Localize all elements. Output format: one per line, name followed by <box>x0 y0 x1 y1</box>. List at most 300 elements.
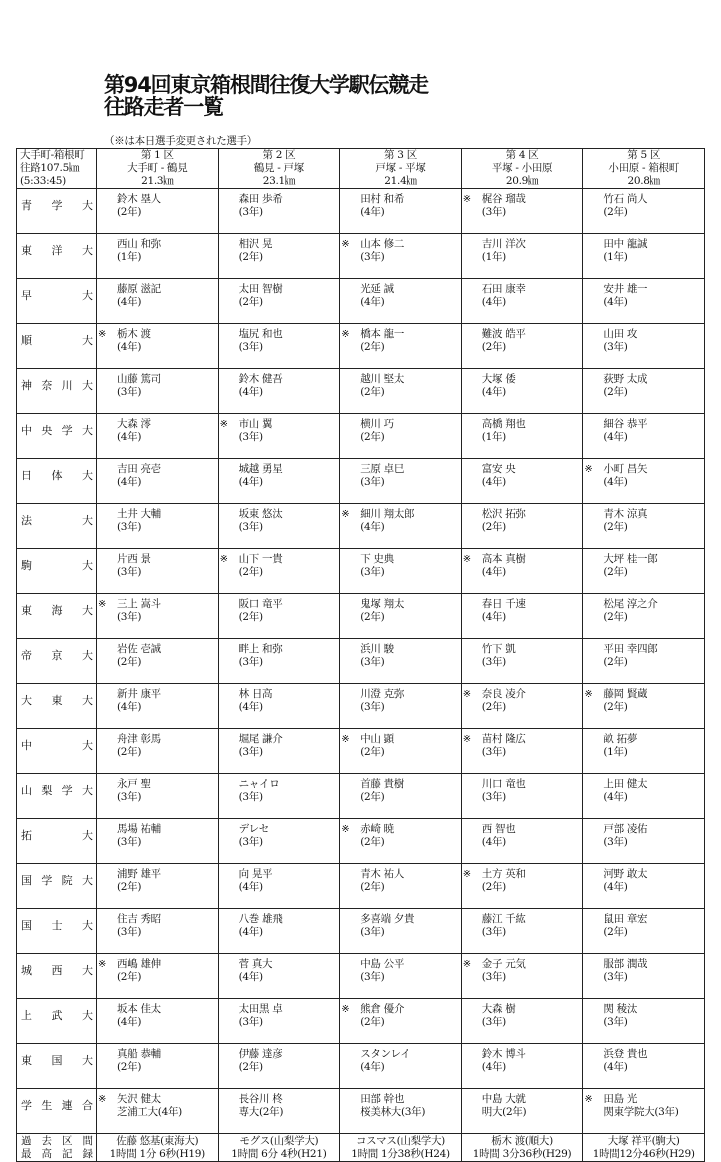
runner-name: 金子 元気 <box>481 958 526 970</box>
team-name-char: 区 <box>62 1135 73 1147</box>
runner-grade: (2年) <box>603 566 628 578</box>
runner-cell-leg-2 <box>218 864 340 909</box>
runner-grade: (2年) <box>360 1016 385 1028</box>
runner-name: 川澄 克弥 <box>360 688 405 700</box>
team-name-cell <box>17 369 97 414</box>
runner-name: 永戸 聖 <box>117 778 151 790</box>
runner-cell-leg-3 <box>340 864 462 909</box>
runner-grade: (3年) <box>117 521 142 533</box>
runner-entry <box>219 954 340 984</box>
team-row <box>17 729 705 774</box>
team-name-char: 奈 <box>41 379 53 392</box>
team-name-char: 録 <box>82 1148 93 1160</box>
runner-name: 横川 巧 <box>360 418 394 430</box>
runner-cell-leg-2 <box>218 684 340 729</box>
runner-name: 西嶋 雄伸 <box>117 958 161 970</box>
runner-cell-leg-2 <box>218 774 340 819</box>
runner-name: 馬場 祐輔 <box>117 823 161 835</box>
runner-entry <box>97 1089 218 1119</box>
runner-entry <box>583 639 704 669</box>
record-time: 1時間 3分36秒(H29) <box>472 1148 572 1160</box>
team-row <box>17 774 705 819</box>
runner-cell-leg-1 <box>97 369 219 414</box>
team-name-cell <box>17 909 97 954</box>
runner-cell-leg-1 <box>97 594 219 639</box>
runner-cell-leg-1 <box>97 954 219 999</box>
runner-name: 長谷川 柊 <box>238 1093 283 1105</box>
runner-name: 高橋 翔也 <box>481 418 526 430</box>
runner-cell-leg-3 <box>340 459 462 504</box>
team-name-char: 大 <box>82 559 93 572</box>
runner-entry <box>340 999 461 1029</box>
team-name-char: 大 <box>82 289 93 302</box>
runner-name: 菅 真大 <box>238 958 273 970</box>
team-name-char: 大 <box>82 1054 93 1067</box>
runner-grade: (4年) <box>238 926 263 938</box>
runner-name: デレセ <box>238 823 269 835</box>
leg-distance: 20.8㎞ <box>627 175 660 187</box>
runner-entry <box>219 1089 340 1119</box>
runner-cell-leg-2 <box>218 414 340 459</box>
runner-entry <box>219 414 340 444</box>
runner-name: 鈴木 博斗 <box>481 1048 526 1060</box>
runner-cell-leg-4 <box>461 369 583 414</box>
runner-entry <box>583 819 704 849</box>
change-mark: ※ <box>341 509 350 520</box>
team-name-char: 国 <box>21 919 32 932</box>
runner-entry <box>462 1044 583 1074</box>
runner-cell-leg-3 <box>340 954 462 999</box>
runner-name: 畔上 和弥 <box>238 643 283 655</box>
runner-name: 中島 大就 <box>481 1093 526 1105</box>
runner-cell-leg-4 <box>461 729 583 774</box>
record-label-bottom <box>21 1148 93 1161</box>
runner-cell-leg-2 <box>218 909 340 954</box>
runner-name: 浦野 雄平 <box>117 868 161 880</box>
leg-route: 小田原 - 箱根町 <box>608 162 679 174</box>
runner-entry <box>219 279 340 309</box>
runner-cell-leg-1 <box>97 819 219 864</box>
runner-cell-leg-2 <box>218 639 340 684</box>
runner-name: 小町 昌矢 <box>603 463 648 475</box>
change-mark: ※ <box>462 554 472 565</box>
runner-name: 難波 皓平 <box>481 328 526 340</box>
runner-cell-leg-4 <box>461 549 583 594</box>
team-name-cell <box>17 279 97 324</box>
runner-entry <box>97 414 218 444</box>
runner-cell-leg-2 <box>218 279 340 324</box>
runner-entry <box>97 459 218 489</box>
runner-cell-leg-3 <box>340 1044 462 1089</box>
team-name-char: 法 <box>21 514 32 527</box>
runner-cell-leg-2 <box>218 999 340 1044</box>
runner-grade: (4年) <box>117 476 142 488</box>
runner-grade: (3年) <box>238 1016 263 1028</box>
runner-name: 首藤 貴樹 <box>360 778 405 790</box>
runner-entry <box>97 504 218 534</box>
runner-grade: (4年) <box>481 296 506 308</box>
runner-name: 高本 真樹 <box>481 553 526 565</box>
team-name-char: 大 <box>82 694 93 707</box>
runner-name: 山田 攻 <box>603 328 638 340</box>
runner-grade: (4年) <box>481 836 506 848</box>
runner-name: 坂東 悠汰 <box>238 508 283 520</box>
runner-grade: (4年) <box>603 431 628 443</box>
runner-cell-leg-1 <box>97 999 219 1044</box>
runner-entry <box>97 594 218 624</box>
team-name-char: 大 <box>82 514 93 527</box>
runner-entry <box>583 279 704 309</box>
team-name <box>21 964 93 977</box>
team-name-cell <box>17 729 97 774</box>
team-name <box>21 1099 93 1112</box>
runner-name: 土方 英和 <box>481 868 526 880</box>
runner-entry <box>340 1089 461 1119</box>
runner-cell-leg-3 <box>340 999 462 1044</box>
leg-header-1 <box>97 149 219 189</box>
record-time: 1時間12分46秒(H29) <box>592 1148 695 1160</box>
leg-label: 第 3 区 <box>384 149 417 161</box>
runner-entry <box>219 999 340 1029</box>
change-mark: ※ <box>98 329 107 340</box>
runner-grade: (4年) <box>481 566 506 578</box>
runner-entry <box>340 729 461 759</box>
team-row <box>17 909 705 954</box>
runner-grade: (2年) <box>360 341 385 353</box>
runner-cell-leg-5 <box>583 324 705 369</box>
runner-cell-leg-2 <box>218 1044 340 1089</box>
runner-entry <box>340 954 461 984</box>
runner-entry <box>583 999 704 1029</box>
record-cell-leg-3 <box>340 1134 462 1162</box>
runner-cell-leg-1 <box>97 909 219 954</box>
runner-entry <box>340 684 461 714</box>
team-name-char: 生 <box>41 1099 53 1112</box>
record-time: 1時間 1分 6秒(H19) <box>109 1148 205 1160</box>
runner-cell-leg-5 <box>583 819 705 864</box>
runner-name: 奈良 凌介 <box>481 688 526 700</box>
team-name-cell <box>17 639 97 684</box>
team-name-char: 士 <box>51 919 63 932</box>
team-name-char: 院 <box>61 874 73 887</box>
runner-name: 大森 澪 <box>117 418 151 430</box>
runner-entry <box>219 909 340 939</box>
change-mark: ※ <box>462 959 472 970</box>
team-name-cell <box>17 1044 97 1089</box>
runner-cell-leg-5 <box>583 774 705 819</box>
runner-entry <box>340 774 461 804</box>
team-name <box>21 289 93 302</box>
runner-name: 竹下 凱 <box>481 643 516 655</box>
runner-grade: (2年) <box>117 656 142 668</box>
leg-label: 第 4 区 <box>505 149 539 161</box>
runner-grade: (2年) <box>603 656 628 668</box>
runner-grade: (3年) <box>238 836 263 848</box>
runner-grade: (1年) <box>481 251 506 263</box>
runner-cell-leg-4 <box>461 594 583 639</box>
runner-name: 太田黒 卓 <box>238 1003 283 1015</box>
runner-name: 田部 幹也 <box>360 1093 405 1105</box>
runner-grade: (3年) <box>481 746 506 758</box>
team-name-cell <box>17 864 97 909</box>
runner-name: 光延 誠 <box>360 283 394 295</box>
runner-name: 土井 大輔 <box>117 508 161 520</box>
team-row <box>17 819 705 864</box>
runner-entry <box>97 729 218 759</box>
team-name-char: 学 <box>61 424 73 437</box>
runner-name: 上田 健太 <box>603 778 648 790</box>
runner-name: 新井 康平 <box>117 688 161 700</box>
runner-entry <box>340 279 461 309</box>
team-name-char: 学 <box>51 199 63 212</box>
runner-table <box>16 148 705 1162</box>
team-name-cell <box>17 954 97 999</box>
runner-grade: (3年) <box>117 791 142 803</box>
team-name-char: 順 <box>21 334 32 347</box>
runner-name: 鬼塚 翔太 <box>360 598 405 610</box>
change-mark: ※ <box>341 734 350 745</box>
runner-name: 関 稜汰 <box>603 1003 638 1015</box>
title-line-1: 第94回東京箱根間往復大学駅伝競走 <box>104 73 428 97</box>
team-name-char: 過 <box>21 1135 32 1147</box>
change-mark: ※ <box>219 554 228 565</box>
runner-cell-leg-4 <box>461 684 583 729</box>
runner-cell-leg-5 <box>583 549 705 594</box>
runner-grade: 芝浦工大(4年) <box>117 1106 182 1118</box>
runner-grade: (2年) <box>603 926 628 938</box>
runner-name: 舟津 彰馬 <box>117 733 161 745</box>
runner-grade: (3年) <box>360 971 385 983</box>
change-mark: ※ <box>584 1094 593 1105</box>
team-name-char: 帝 <box>21 649 32 662</box>
runner-cell-leg-4 <box>461 189 583 234</box>
runner-name: 林 日高 <box>238 688 273 700</box>
runner-grade: (3年) <box>481 971 506 983</box>
runner-grade: (3年) <box>603 836 628 848</box>
team-name-char: 上 <box>21 1009 32 1022</box>
team-name-char: 城 <box>21 964 32 977</box>
team-name <box>21 694 93 707</box>
runner-entry <box>97 549 218 579</box>
team-row <box>17 1044 705 1089</box>
team-row <box>17 279 705 324</box>
runner-grade: (2年) <box>481 341 506 353</box>
record-holder: 栃木 渡(順大) <box>491 1135 553 1147</box>
team-name-char: 東 <box>21 1054 32 1067</box>
runner-entry <box>219 819 340 849</box>
leg-route: 戸塚 - 平塚 <box>375 162 426 174</box>
runner-entry <box>340 189 461 219</box>
runner-grade: (3年) <box>117 836 142 848</box>
runner-grade: (2年) <box>360 746 385 758</box>
runner-cell-leg-1 <box>97 414 219 459</box>
runner-grade: 専大(2年) <box>238 1106 284 1118</box>
runner-grade: (4年) <box>603 296 628 308</box>
change-mark: ※ <box>341 1004 350 1015</box>
change-mark: ※ <box>341 329 350 340</box>
runner-cell-leg-4 <box>461 954 583 999</box>
runner-grade: (4年) <box>603 791 628 803</box>
runner-name: 吉田 亮壱 <box>117 463 161 475</box>
runner-name: 三上 嵩斗 <box>117 598 161 610</box>
team-row <box>17 594 705 639</box>
record-label-cell <box>17 1134 97 1162</box>
course-distance: 往路107.5㎞ <box>20 162 80 174</box>
team-name-char: 大 <box>82 244 93 257</box>
leg-route: 平塚 - 小田原 <box>491 162 553 174</box>
runner-entry <box>219 594 340 624</box>
runner-name: 八巻 雄飛 <box>238 913 283 925</box>
runner-grade: (4年) <box>360 1061 385 1073</box>
runner-grade: (2年) <box>238 566 263 578</box>
team-row <box>17 954 705 999</box>
runner-cell-leg-3 <box>340 279 462 324</box>
runner-entry <box>340 639 461 669</box>
runner-cell-leg-2 <box>218 459 340 504</box>
runner-grade: (2年) <box>360 386 385 398</box>
course-record: (5:33:45) <box>20 175 66 187</box>
runner-name: 熊倉 優介 <box>360 1003 405 1015</box>
runner-grade: (2年) <box>603 206 628 218</box>
runner-entry <box>219 774 340 804</box>
runner-cell-leg-3 <box>340 369 462 414</box>
runner-grade: (4年) <box>238 701 263 713</box>
team-name <box>21 244 93 257</box>
runner-name: 富安 央 <box>481 463 516 475</box>
team-name-char: 去 <box>41 1135 52 1147</box>
team-name-char: 間 <box>82 1135 93 1147</box>
runner-name: 岩佐 壱誠 <box>117 643 161 655</box>
runner-grade: (2年) <box>117 746 142 758</box>
runner-name: 真船 恭輔 <box>117 1048 161 1060</box>
runner-name: スタンレイ <box>360 1048 411 1060</box>
runner-entry <box>97 774 218 804</box>
runner-name: 市山 翼 <box>238 418 273 430</box>
runner-name: 橋本 龍一 <box>360 328 405 340</box>
runner-cell-leg-5 <box>583 189 705 234</box>
team-name <box>21 424 93 437</box>
team-name-char: 東 <box>21 604 32 617</box>
team-name-char: 東 <box>51 694 63 707</box>
runner-entry <box>340 819 461 849</box>
team-name-char: 大 <box>82 199 93 212</box>
runner-cell-leg-4 <box>461 279 583 324</box>
runner-cell-leg-5 <box>583 369 705 414</box>
leg-distance: 20.9㎞ <box>505 175 539 187</box>
team-name-cell <box>17 189 97 234</box>
runner-cell-leg-1 <box>97 324 219 369</box>
team-name-char: 体 <box>51 469 63 482</box>
team-name-cell <box>17 594 97 639</box>
runner-entry <box>462 459 583 489</box>
team-name-cell <box>17 549 97 594</box>
runner-cell-leg-5 <box>583 414 705 459</box>
runner-entry <box>583 909 704 939</box>
runner-grade: (4年) <box>238 476 263 488</box>
runner-cell-leg-3 <box>340 594 462 639</box>
team-name-char: 最 <box>21 1148 32 1160</box>
runner-grade: (4年) <box>481 476 506 488</box>
runner-entry <box>340 414 461 444</box>
team-name-cell <box>17 999 97 1044</box>
runner-grade: (4年) <box>117 296 142 308</box>
runner-name: 細谷 恭平 <box>603 418 648 430</box>
leg-label: 第 1 区 <box>140 149 174 161</box>
runner-entry <box>97 1044 218 1074</box>
runner-name: 大森 樹 <box>481 1003 516 1015</box>
runner-entry <box>219 324 340 354</box>
runner-entry <box>219 189 340 219</box>
runner-name: 田島 光 <box>603 1093 638 1105</box>
runner-name: 服部 潤哉 <box>603 958 648 970</box>
runner-name: ニャイロ <box>238 778 280 790</box>
runner-cell-leg-4 <box>461 999 583 1044</box>
runner-name: 多喜端 夕貴 <box>360 913 415 925</box>
runner-cell-leg-3 <box>340 639 462 684</box>
leg-route: 鶴見 - 戸塚 <box>253 162 304 174</box>
team-row <box>17 684 705 729</box>
team-name-char: 京 <box>51 649 63 662</box>
leg-header-4 <box>461 149 583 189</box>
team-name <box>21 469 93 482</box>
team-name-char: 神 <box>21 379 32 392</box>
team-row <box>17 1089 705 1134</box>
team-name <box>21 1009 93 1022</box>
change-mark: ※ <box>462 734 472 745</box>
runner-entry <box>340 504 461 534</box>
runner-cell-leg-5 <box>583 909 705 954</box>
runner-entry <box>97 909 218 939</box>
runner-grade: (3年) <box>238 521 263 533</box>
runner-cell-leg-5 <box>583 459 705 504</box>
runner-cell-leg-5 <box>583 684 705 729</box>
team-name-char: 国 <box>21 874 32 887</box>
runner-cell-leg-2 <box>218 234 340 279</box>
runner-entry <box>340 369 461 399</box>
team-row <box>17 414 705 459</box>
runner-cell-leg-3 <box>340 729 462 774</box>
team-name-char: 大 <box>81 379 93 392</box>
runner-entry <box>340 1044 461 1074</box>
runner-cell-leg-3 <box>340 774 462 819</box>
runner-cell-leg-2 <box>218 189 340 234</box>
runner-grade: (3年) <box>238 206 263 218</box>
runner-name: 片西 景 <box>117 553 151 565</box>
leg-distance: 21.4㎞ <box>384 175 417 187</box>
change-note: （※は本日選手変更された選手） <box>104 135 257 147</box>
team-row <box>17 189 705 234</box>
runner-entry <box>340 909 461 939</box>
change-mark: ※ <box>584 689 593 700</box>
team-name <box>21 559 93 572</box>
runner-grade: (4年) <box>238 881 263 893</box>
runner-entry <box>219 459 340 489</box>
runner-cell-leg-4 <box>461 819 583 864</box>
runner-name: 吉川 洋次 <box>481 238 526 250</box>
runner-entry <box>583 864 704 894</box>
runner-name: 西山 和弥 <box>117 238 161 250</box>
runner-cell-leg-1 <box>97 504 219 549</box>
record-holder: 大塚 祥平(駒大) <box>607 1135 680 1147</box>
team-name-char: 川 <box>61 379 73 392</box>
runner-grade: 関東学院大(3年) <box>603 1106 679 1118</box>
runner-entry <box>583 684 704 714</box>
runner-name: 河野 敢太 <box>603 868 648 880</box>
team-name-char: 国 <box>51 1054 63 1067</box>
runner-grade: (2年) <box>603 701 628 713</box>
runner-name: 相沢 晃 <box>238 238 273 250</box>
team-name-char: 大 <box>81 424 93 437</box>
